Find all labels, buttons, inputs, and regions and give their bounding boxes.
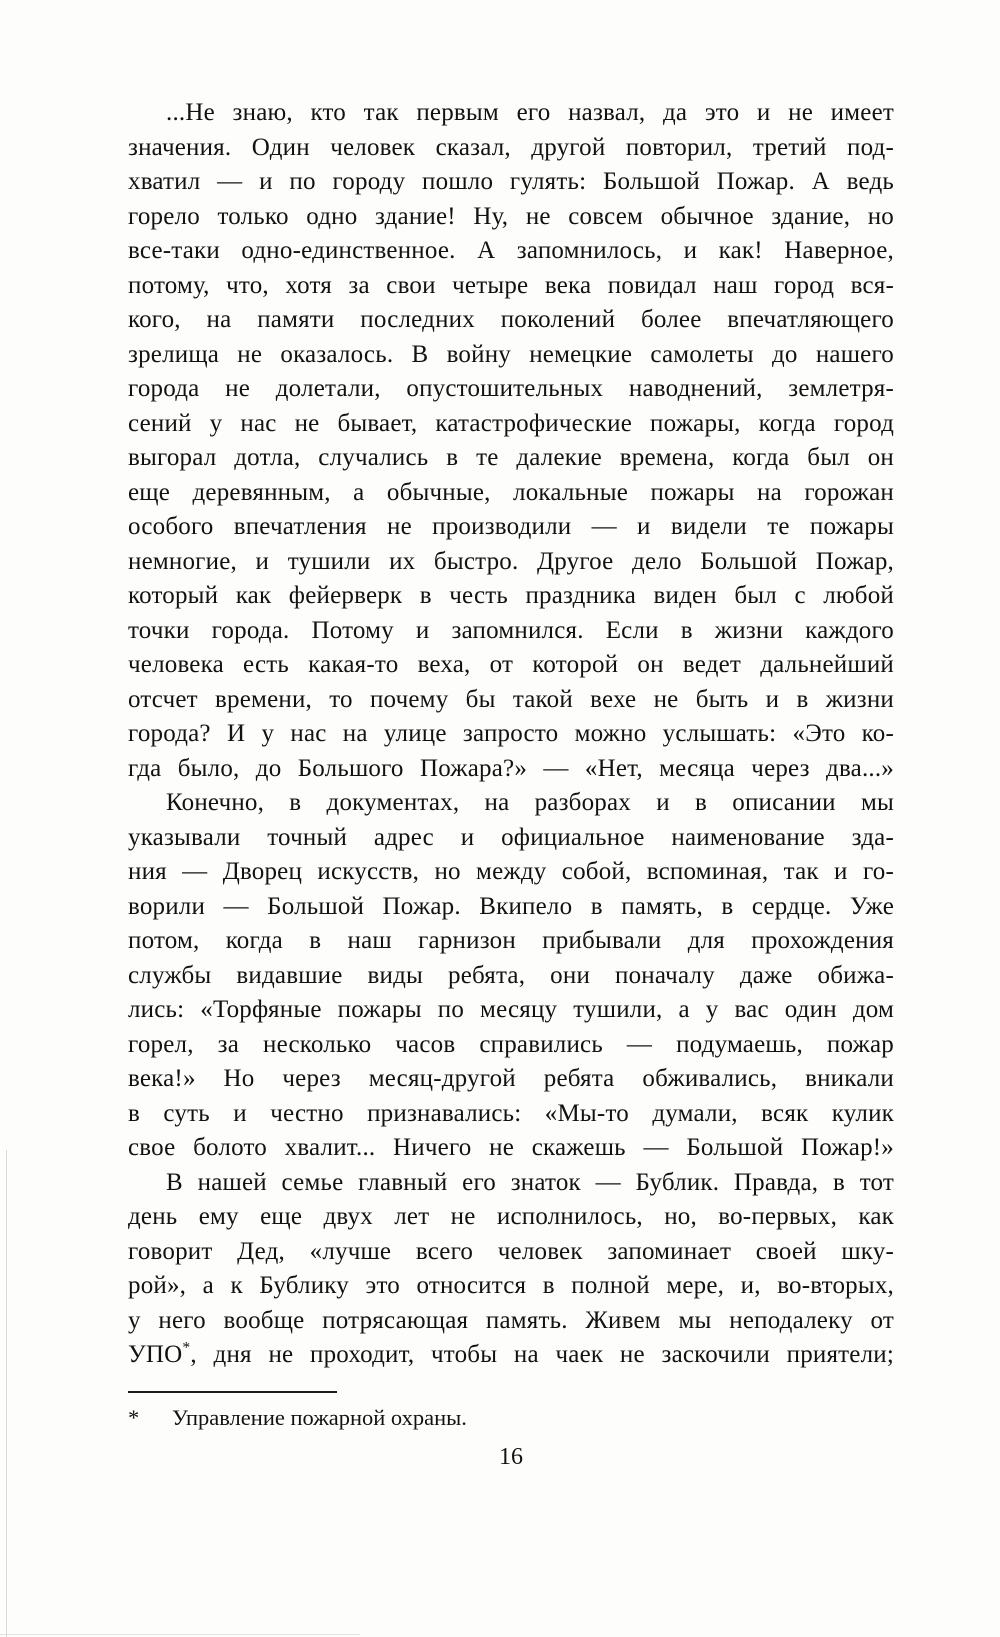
text-line: кого, на памяти последних поколений более впечатляющего (128, 306, 894, 333)
text-line: В нашей семье главный его знаток — Бублик. Правда, в тот (166, 1168, 894, 1196)
footnote (128, 1403, 894, 1433)
text-line: города не долетали, опустошительных наводнений, землетря- (128, 375, 894, 402)
text-line: рой», а к Бублику это относится в полной мере, и, во-вторых, (128, 1272, 894, 1299)
scan-artifact-bottom-edge (0, 1634, 360, 1635)
text-line: все-таки одно-единственное. А запомнилось, и как! Наверное, (128, 237, 894, 264)
text-line: ...Не знаю, кто так первым его назвал, да это и не имеет (166, 99, 894, 126)
text-line: точки города. Потому и запомнился. Если в жизни каждого (128, 616, 894, 644)
text-line: еще деревянным, а обычные, локальные пожары на горожан (128, 478, 894, 506)
footnote-separator (128, 1391, 337, 1393)
text-line: значения. Один человек сказал, другой повторил, третий под- (128, 133, 894, 161)
text-line: ворили — Большой Пожар. Вкипело в память, в сердце. Уже (128, 892, 894, 920)
footnote-marker: * (128, 1405, 140, 1430)
text-line: у него вообще потрясающая память. Живем мы неподалеку от (128, 1306, 894, 1334)
text-line: свое болото хвалит... Ничего не скажешь — Большой Пожар!» (128, 1134, 894, 1161)
text-line: горело только одно здание! Ну, не совсем обычное здание, но (128, 202, 894, 230)
text-line: сений у нас не бывает, катастрофические пожары, когда город (128, 409, 894, 437)
text-line: который как фейерверк в честь праздника виден был с любой (128, 582, 894, 609)
text-block (128, 96, 894, 1373)
text-line: выгорал дотла, случались в те далекие времена, когда был он (128, 444, 894, 471)
text-line: указывали точный адрес и официальное наименование зда- (128, 823, 894, 851)
paragraph (128, 96, 894, 786)
footnote-ref: * (182, 1339, 191, 1357)
text-line: зрелища не оказалось. В войну немецкие самолеты до нашего (128, 340, 894, 368)
text-line: горел, за несколько часов справились — подумаешь, пожар (128, 1030, 894, 1058)
paragraph (128, 1166, 894, 1373)
text-line: потом, когда в наш гарнизон прибывали для прохождения (128, 927, 894, 954)
text-line: потому, что, хотя за свои четыре века повидал наш город вся- (128, 271, 894, 299)
text-line: день ему еще двух лет не исполнилось, но, во-первых, как (128, 1203, 894, 1230)
text-line: хватил — и по городу пошло гулять: Большой Пожар. А ведь (128, 168, 894, 195)
page-number: 16 (499, 1444, 523, 1470)
text-line: службы видавшие виды ребята, они поначалу даже обижа- (128, 961, 894, 989)
text-line: в суть и честно признавались: «Мы-то думали, всяк кулик (128, 1099, 894, 1127)
text-line: отсчет времени, то почему бы такой вехе не быть и в жизни (128, 685, 894, 713)
text-line: гда было, до Большого Пожара?» — «Нет, месяца через два...» (128, 754, 894, 782)
text-line: говорит Дед, «лучше всего человек запоминает своей шку- (128, 1237, 894, 1265)
text-line: Конечно, в документах, на разборах и в описании мы (166, 789, 894, 816)
scan-artifact-left-edge (6, 1150, 7, 1637)
text-line: города? И у нас на улице запросто можно услышать: «Это ко- (128, 720, 894, 747)
text-line: УПО*, дня не проходит, чтобы на чаек не заскочили приятели; (128, 1339, 894, 1368)
text-line: лись: «Торфяные пожары по месяцу тушили, а у вас один дом (128, 996, 894, 1023)
text-line: человека есть какая-то веха, от которой он ведет дальнейший (128, 651, 894, 678)
footnote-text: Управление пожарной охраны. (172, 1405, 467, 1430)
text-line: века!» Но через месяц-другой ребята обживались, вникали (128, 1065, 894, 1092)
paragraph (128, 786, 894, 1166)
text-line: ния — Дворец искусств, но между собой, вспоминая, так и го- (128, 858, 894, 885)
text-line: особого впечатления не производили — и видели те пожары (128, 513, 894, 540)
text-line: немногие, и тушили их быстро. Другое дело Большой Пожар, (128, 547, 894, 575)
